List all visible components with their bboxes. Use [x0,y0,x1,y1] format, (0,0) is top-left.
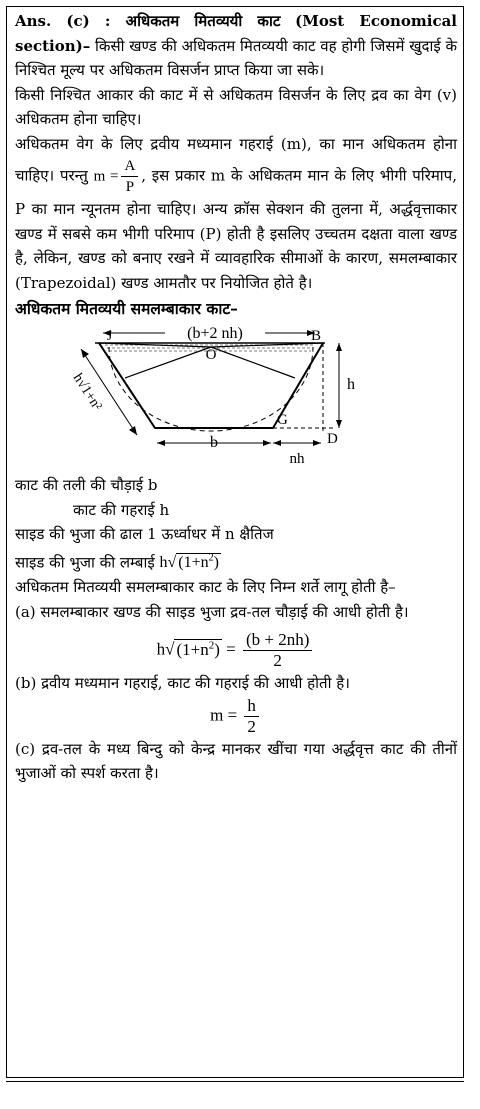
sqrt-icon: √ [165,639,175,659]
formula-radicand: (1+n [178,553,209,571]
point-d-label: D [327,431,338,447]
equation-side-length: h√ $(1+n^2)$ = $\frac{(b + 2nh)}{2}$ [15,630,457,671]
eq2-denominator: 2 [247,716,256,736]
arrow-up-icon [336,343,342,351]
arrow-left-icon [157,440,165,446]
hydraulic-depth-paragraph [15,132,457,296]
eq2-m-equals: m = [210,705,238,725]
condition-a: (a) समलम्बाकार खण्ड की साइड भुजा द्रव-तल चौड़ाई की आधी होती है। [15,602,409,621]
conditions-intro: अधिकतम मितव्ययी समलम्बाकार काट के लिए निम्न शर्ते लागू होती है– [15,578,396,597]
side-length-label: h√1+n² [69,371,105,414]
answer-title-hindi: अधिकतम मितव्ययी काट [125,12,281,30]
point-g-label: G [277,412,288,428]
answer-label: Ans. (c) : [15,12,126,30]
eq1-radicand-end: ) [214,639,220,659]
arrow-right-icon [263,440,271,446]
eq1-equals: = [226,639,236,659]
bottom-divider [6,1081,464,1082]
radius-line-right [211,347,295,378]
fraction-denominator: P [125,179,135,195]
formula-h: h [159,553,168,571]
base-b-label: b [210,434,218,451]
sqrt-icon: √ [167,553,177,571]
condition-b: (b) द्रवीय मध्यमान गहराई, काट की गहराई की आधी होती है। [15,674,350,693]
eq1-radicand: (1+n [176,639,209,659]
hydraulic-depth-text-2: , इस प्रकार m के अधिकतम मान के लिए भीगी परिमाप, P का मान न्यूनतम होना चाहिए। अन्य क्रॉस सेक्शन की तुलना में, अर्द्धवृत्ताकार खण्ड में सबसे कम भीगी परिमाप (P) होती है इसलिए उच्चतम दक्षता वाला खण्ड है, लेकिन, खण्ड को बनाए रखने में व्यावहारिक सीमाओं के कारण, समलम्बाकार (Trapezoidal) खण्ड आमतौर पर नियोजित होते है। [15,166,457,292]
arrow-down-right-icon [129,426,137,435]
eq2-fraction [244,696,259,737]
hydraulic-depth-text-1: अधिकतम वेग के लिए द्रवीय मध्यमान गहराई (m), का मान अधिकतम होना चाहिए। परन्तु [15,134,457,185]
answer-box [6,6,464,1078]
arrow-right-icon [313,440,321,446]
arrow-down-icon [336,420,342,428]
fraction-numerator: A [121,156,138,177]
trapezoidal-heading: अधिकतम मितव्ययी समलम्बाकार काट– [15,299,238,318]
eq1-denominator: 2 [273,651,282,671]
arrow-left-icon [273,440,281,446]
answer-title-english: (Most Economical section)– [15,12,457,55]
slope-line: साइड की भुजा की ढाल 1 ऊर्ध्वाधर में n क्षैतिज [15,525,274,543]
velocity-paragraph: किसी निश्चित आकार की काट में से अधिकतम विसर्जन के लिए द्रव का वेग (v) अधिकतम होना चाहिए। [15,85,457,128]
point-o-label: O [205,347,217,363]
side-length-line [15,547,457,576]
trapezoidal-section-diagram [15,323,375,473]
arrow-up-left-icon [81,349,89,358]
top-width-label: (b+2 nh) [187,325,243,342]
base-width-line: काट की तली की चौड़ाई b [15,476,158,494]
point-b-label: B [311,328,322,344]
m-equals: m = [93,168,119,185]
eq2-numerator: h [244,696,259,717]
condition-c: (c) द्रव-तल के मध्य बिन्दु को केन्द्र मानकर खींचा गया अर्द्धवृत्त काट की तीनों भुजाओं को स्पर्श करता है। [15,739,457,783]
side-length-text: साइड की भुजा की लम्बाई [15,552,155,571]
eq1-numerator: (b + 2nh) [243,630,312,651]
formula-radicand-end: ) [213,553,219,571]
side-length-formula: h√ $(1+n^2)$ [159,552,219,571]
answer-intro [15,9,457,83]
definition-text: किसी खण्ड की अधिकतम मितव्ययी काट वह होगी जिसमें खुदाई के निश्चित मूल्य पर अधिकतम विसर्जन प्राप्त किया जा सके। [15,36,457,79]
eq1-fraction [243,630,312,671]
point-j-label: J [107,328,113,343]
depth-line: काट की गहराई h [73,500,170,519]
a-over-p-fraction [121,156,138,197]
eq1-h: h [156,639,166,659]
depth-h-label: h [347,376,355,393]
radius-line-left [125,347,211,378]
equation-hydraulic-depth [15,696,457,737]
nh-label: nh [289,451,305,467]
